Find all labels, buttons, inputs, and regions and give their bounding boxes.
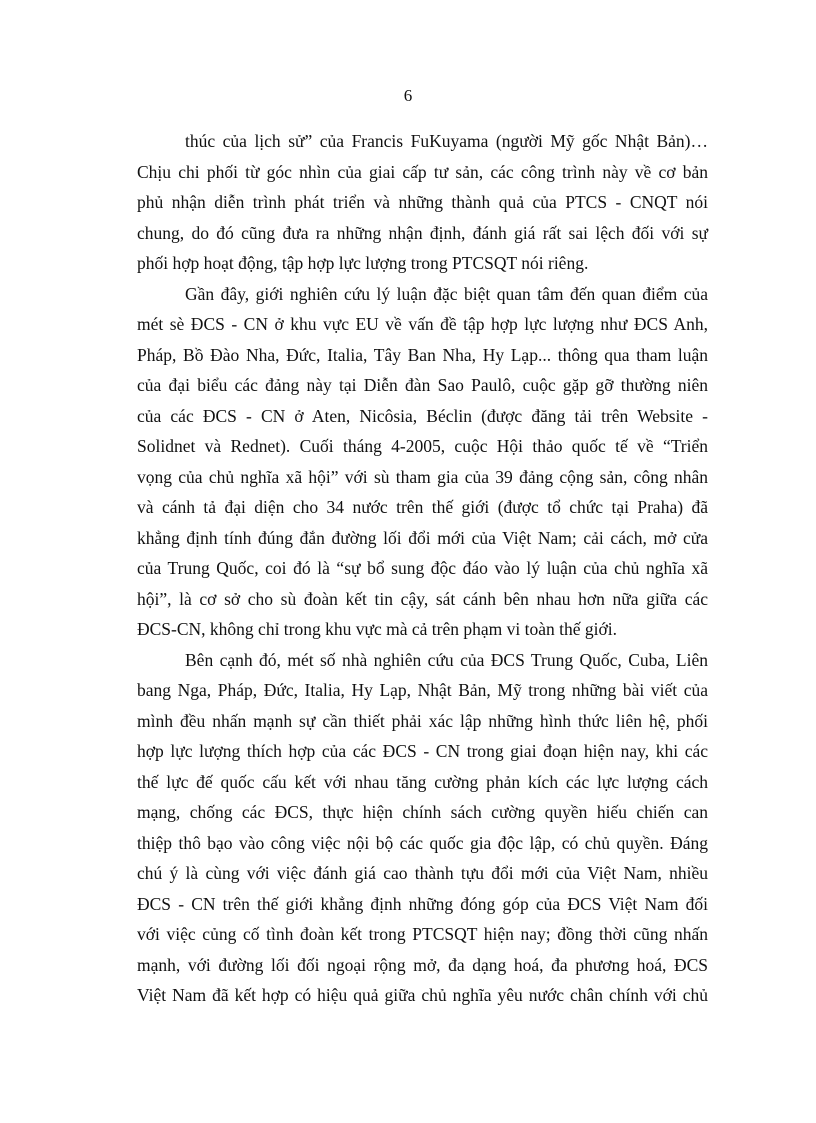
text-line: Việt Nam đã kết hợp có hiệu quả giữa chủ nghĩa yêu nước chân chính với chủ [137, 985, 708, 1005]
text-line: Pháp, Bồ Đào Nha, Đức, Italia, Tây Ban Nha, Hy Lạp... thông qua tham luận [137, 344, 708, 365]
text-line: thiệp thô bạo vào công việc nội bộ các quốc gia độc lập, có chủ quyền. Đáng [137, 832, 708, 853]
body-text [137, 126, 708, 1011]
text-line: hội”, là cơ sở cho sù đoàn kết tin cậy, sát cánh bên nhau hơn nữa giữa các [137, 588, 708, 609]
paragraph-3 [137, 645, 708, 1011]
text-line: thúc của lịch sử” của Francis FuKuyama (người Mỹ gốc Nhật Bản)… [185, 131, 708, 151]
text-line: Chịu chi phối từ góc nhìn của giai cấp tư sản, các công trình này về cơ bản [137, 161, 708, 182]
text-line: mình đều nhấn mạnh sự cần thiết phải xác lập những hình thức liên hệ, phối [137, 710, 708, 731]
text-line: của các ĐCS - CN ở Aten, Nicôsia, Béclin (được đăng tải trên Website - [137, 405, 708, 426]
text-line: Bên cạnh đó, mét số nhà nghiên cứu của ĐCS Trung Quốc, Cuba, Liên [185, 649, 708, 670]
text-line: bang Nga, Pháp, Đức, Italia, Hy Lạp, Nhật Bản, Mỹ trong những bài viết của [137, 680, 708, 700]
text-line: khẳng định tính đúng đắn đường lối đổi mới của Việt Nam; cải cách, mở cửa [137, 527, 708, 548]
text-line: hợp lực lượng thích hợp của các ĐCS - CN trong giai đoạn hiện nay, khi các [137, 741, 708, 761]
text-line: chú ý là cùng với việc đánh giá cao thành tựu đổi mới của Việt Nam, nhiều [137, 863, 708, 883]
text-line: mạng, chống các ĐCS, thực hiện chính sách cường quyền hiếu chiến can [137, 802, 708, 822]
text-line: mét sè ĐCS - CN ở khu vực EU về vấn đề tập hợp lực lượng như ĐCS Anh, [137, 314, 708, 334]
text-line: với việc củng cố tình đoàn kết trong PTCSQT hiện nay; đồng thời cũng nhấn [137, 924, 708, 944]
text-line: mạnh, với đường lối đối ngoại rộng mở, đa dạng hoá, đa phương hoá, ĐCS [137, 954, 708, 975]
text-line: của Trung Quốc, coi đó là “sự bổ sung độc đáo vào lý luận của chủ nghĩa xã [137, 558, 708, 578]
paragraph-2 [137, 279, 708, 645]
text-line: chung, do đó cũng đưa ra những nhận định, đánh giá rất sai lệch đối với sự [137, 222, 708, 243]
text-line: Solidnet và Rednet). Cuối tháng 4-2005, cuộc Hội thảo quốc tế về “Triển [137, 436, 708, 456]
text-line: Gần đây, giới nghiên cứu lý luận đặc biệt quan tâm đến quan điểm của [185, 283, 708, 304]
text-line: phối hợp hoạt động, tập hợp lực lượng trong PTCSQT nói riêng. [137, 253, 589, 273]
paragraph-1 [137, 126, 708, 279]
text-line: phủ nhận diễn trình phát triển và những thành quả của PTCS - CNQT nói [137, 192, 708, 212]
text-line: ĐCS - CN trên thế giới khẳng định những đóng góp của ĐCS Việt Nam đối [137, 893, 708, 914]
text-line: vọng của chủ nghĩa xã hội” với sù tham gia của 39 đảng cộng sản, công nhân [137, 466, 708, 487]
text-line: và cánh tả đại diện cho 34 nước trên thế giới (được tổ chức tại Praha) đã [137, 497, 708, 517]
text-line: của đại biểu các đảng này tại Diễn đàn Sao Paulô, cuộc gặp gỡ thường niên [137, 375, 708, 395]
text-line: thế lực đế quốc cấu kết với nhau tăng cường phản kích các lực lượng cách [137, 771, 708, 792]
text-line: ĐCS-CN, không chỉ trong khu vực mà cả trên phạm vi toàn thế giới. [137, 619, 617, 639]
page-number: 6 [403, 86, 413, 105]
